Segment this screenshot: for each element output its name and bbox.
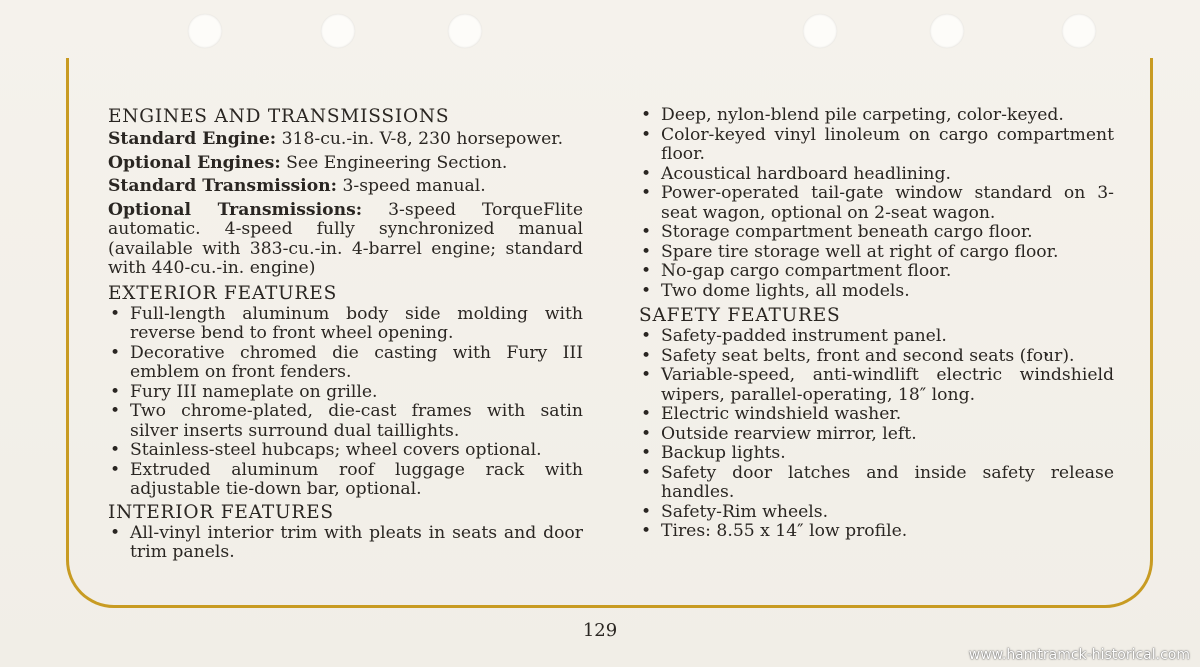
binder-hole-2 [321,14,355,48]
list-item: • Safety-Rim wheels. [639,503,1114,523]
exterior-list [108,305,583,500]
list-item: • All-vinyl interior trim with pleats in seats and door trim panels. [108,524,583,563]
entry-label: Optional Engines: [108,152,281,173]
list-item: • Extruded aluminum roof luggage rack with adjustable tie-down bar, optional. [108,461,583,500]
binder-hole-6 [1062,14,1096,48]
list-item: • Safety-padded instrument panel. [639,327,1114,347]
binder-hole-3 [448,14,482,48]
list-item: • Two chrome-plated, die-cast frames with satin silver inserts surround dual taillights. [108,402,583,441]
safety-section [639,305,1114,542]
interior-section [108,502,583,563]
entry-text: See Engineering Section. [280,152,508,173]
list-item: • No-gap cargo compartment floor. [639,262,1114,282]
list-item: • Storage compartment beneath cargo floor. [639,223,1114,243]
standard-transmission-entry [108,177,583,197]
interior-continued-list [639,106,1114,301]
list-item: • Full-length aluminum body side molding with reverse bend to front wheel opening. [108,305,583,344]
list-item: • Tires: 8.55 x 14″ low profile. [639,522,1114,542]
list-item: • Fury III nameplate on grille. [108,383,583,403]
engines-heading: ENGINES AND TRANSMISSIONS [108,106,450,127]
binder-hole-4 [803,14,837,48]
interior-heading: INTERIOR FEATURES [108,501,334,523]
exterior-heading: EXTERIOR FEATURES [108,282,338,304]
list-item: • Spare tire storage well at right of cargo floor. [639,243,1114,263]
left-column [108,106,583,565]
list-item: • Safety seat belts, front and second seats (four). [639,347,1114,367]
entry-text: 3-speed manual. [337,176,486,196]
list-item: • Acoustical hardboard headlining. [639,165,1114,185]
list-item: • Color-keyed vinyl linoleum on cargo compartment floor. [639,126,1114,165]
list-item: • Safety door latches and inside safety release handles. [639,464,1114,503]
optional-engines-entry [108,154,583,174]
list-item: • Decorative chromed die casting with Fury III emblem on front fenders. [108,344,583,383]
list-item: • Deep, nylon-blend pile carpeting, color-keyed. [639,106,1114,126]
site-watermark: www.hamtramck-historical.com [968,647,1190,663]
list-item: • Electric windshield washer. [639,405,1114,425]
entry-label: Optional Transmissions: [108,199,363,220]
right-column [639,106,1114,544]
engines-section [108,106,583,279]
list-item: • Two dome lights, all models. [639,282,1114,302]
standard-engine-entry [108,130,583,150]
entry-label: Standard Transmission: [108,176,338,196]
safety-list [639,327,1114,542]
optional-transmissions-entry [108,201,583,279]
list-item: • Power-operated tail-gate window standard on 3-seat wagon, optional on 2-seat wagon. [639,184,1114,223]
binder-hole-1 [188,14,222,48]
safety-heading: SAFETY FEATURES [639,305,841,326]
binder-hole-5 [930,14,964,48]
exterior-section [108,283,583,500]
list-item: • Stainless-steel hubcaps; wheel covers optional. [108,441,583,461]
entry-label: Standard Engine: [108,129,277,149]
interior-list [108,524,583,563]
page-number: 129 [582,620,618,641]
entry-text: 3-speed TorqueFlite automatic. 4-speed fully synchronized manual (available with 383-cu.-in. 4-barrel engine; standard with 440-cu.-in. engine) [108,199,583,278]
interior-continued-section [639,106,1114,301]
list-item: • Variable-speed, anti-windlift electric windshield wipers, parallel-operating, 18″ long. [639,366,1114,405]
list-item: • Outside rearview mirror, left. [639,425,1114,445]
list-item: • Backup lights. [639,444,1114,464]
entry-text: 318-cu.-in. V-8, 230 horsepower. [276,129,564,149]
